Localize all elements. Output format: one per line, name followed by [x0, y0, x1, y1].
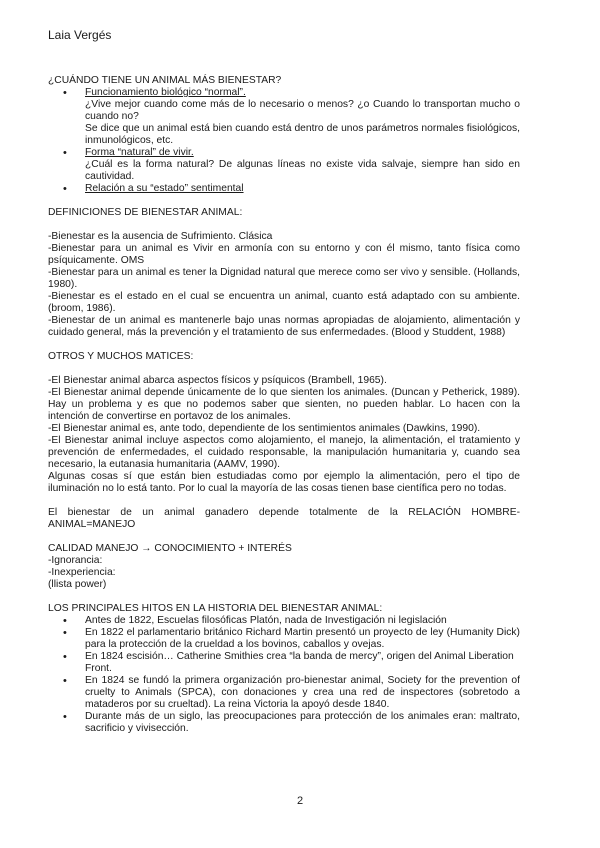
calidad-line: -Ignorancia: — [48, 555, 103, 566]
statement-paragraph: El bienestar de un animal ganadero depende totalmente de la RELACIÓN HOMBRE-ANIMAL=MANEJO — [48, 507, 520, 530]
section-title-definiciones: DEFINICIONES DE BIENESTAR ANIMAL: — [48, 207, 243, 218]
list-item-label: Forma “natural” de vivir. — [85, 147, 194, 158]
definition-line: -Bienestar es el estado en el cual se encuentra un animal, cuanto está adaptado con su ambiente. (broom, 1986). — [48, 291, 520, 314]
bullet-icon: • — [63, 627, 67, 639]
hitos-list — [48, 615, 520, 735]
list-item-text: Se dice que un animal está bien cuando está dentro de unos parámetros normales fisiológicos, inmunológicos, etc. — [85, 123, 520, 146]
list-item — [48, 147, 520, 183]
calidad-line: -Inexperiencia: — [48, 567, 116, 578]
matiz-line: -El Bienestar animal incluye aspectos como alojamiento, el manejo, la alimentación, el tratamiento y prevención de enfermedades, el cuidado responsable, la manipulación humanitaria y, cuando sea necesario, la eutanasia humanitaria (AAMV, 1990). — [48, 435, 520, 470]
list-item — [48, 627, 520, 651]
list-item — [48, 651, 520, 675]
definition-line: -Bienestar para un animal es Vivir en armonía con su entorno y con él mismo, tanto física como psíquicamente. OMS — [48, 243, 520, 266]
definition-line: -Bienestar de un animal es mantenerle bajo unas normas apropiadas de alojamiento, alimentación y cuidado general, más la prevención y el tratamiento de sus enfermedades. (Blood y Studdent, 1988) — [48, 315, 520, 338]
section-title-calidad: CALIDAD MANEJO → CONOCIMIENTO + INTERÉS — [48, 543, 292, 554]
list-item — [48, 615, 520, 627]
section-title-bienestar: ¿CUÁNDO TIENE UN ANIMAL MÁS BIENESTAR? — [48, 75, 282, 86]
page-content — [48, 75, 520, 735]
list-item-text: En 1824 escisión… Catherine Smithies crea “la banda de mercy”, origen del Animal Liberation Front. — [85, 651, 514, 674]
list-item-text: ¿Vive mejor cuando come más de lo necesario o menos? ¿o Cuando lo transportan mucho o cuando no? — [85, 99, 520, 122]
list-item-text: Durante más de un siglo, las preocupaciones para protección de los animales eran: maltrato, sacrificio y vivisección. — [85, 711, 520, 734]
section-title-matices: OTROS Y MUCHOS MATICES: — [48, 351, 194, 362]
list-item-text: En 1822 el parlamentario británico Richard Martin presentó un proyecto de ley (Humanity Dick) para la protección de la crueldad a los bovinos, caballos y ovejas. — [85, 627, 520, 650]
list-item — [48, 87, 520, 147]
list-item — [48, 675, 520, 711]
bullet-icon: • — [63, 147, 67, 159]
author-header: Laia Vergés — [48, 28, 112, 42]
section-title-hitos: LOS PRINCIPALES HITOS EN LA HISTORIA DEL BIENESTAR ANIMAL: — [48, 603, 383, 614]
bullet-icon: • — [63, 87, 67, 99]
definition-line: -Bienestar para un animal es tener la Dignidad natural que merece como ser vivo y sensible. (Hollands, 1980). — [48, 267, 520, 290]
page-number: 2 — [296, 795, 304, 807]
matiz-line: -El Bienestar animal depende únicamente de lo que sienten los animales. (Duncan y Petherick, 1989). Hay un problema y es que no podemos saber que sienten, no pueden hablar. Lo hacen con la intención de convertirse en portavoz de los animales. — [48, 387, 520, 422]
bullet-icon: • — [63, 615, 67, 627]
list-item-label: Relación a su “estado” sentimental — [85, 183, 244, 194]
bullet-icon: • — [63, 183, 67, 195]
bullet-icon: • — [63, 651, 67, 663]
list-item — [48, 711, 520, 735]
list-item-label: Funcionamiento biológico “normal”. — [85, 87, 246, 98]
calidad-line: (llista power) — [48, 579, 107, 590]
definition-line: -Bienestar es la ausencia de Sufrimiento. Clásica — [48, 231, 273, 242]
list-item-text: ¿Cuál es la forma natural? De algunas líneas no existe vida salvaje, siempre han sido en cautividad. — [85, 159, 520, 182]
matiz-line: -El Bienestar animal es, ante todo, dependiente de los sentimientos animales (Dawkins, 1990). — [48, 423, 481, 434]
bienestar-criteria-list — [48, 87, 520, 195]
list-item-text: Antes de 1822, Escuelas filosóficas Platón, nada de Investigación ni legislación — [85, 615, 447, 626]
matiz-line: Algunas cosas sí que están bien estudiadas como por ejemplo la alimentación, pero el tipo de iluminación no lo está tanto. Por lo cual la mayoría de las cosas tienen base científica pero no todas. — [48, 471, 520, 494]
list-item-text: En 1824 se fundó la primera organización pro-bienestar animal, Society for the prevention of cruelty to Animals (SPCA), con donaciones y crea una red de inspectores (sobretodo a mataderos por su crueltad). La reina Victoria la apoyó desde 1840. — [85, 675, 520, 710]
bullet-icon: • — [63, 675, 67, 687]
bullet-icon: • — [63, 711, 67, 723]
list-item — [48, 183, 520, 195]
matiz-line: -El Bienestar animal abarca aspectos físicos y psíquicos (Brambell, 1965). — [48, 375, 387, 386]
